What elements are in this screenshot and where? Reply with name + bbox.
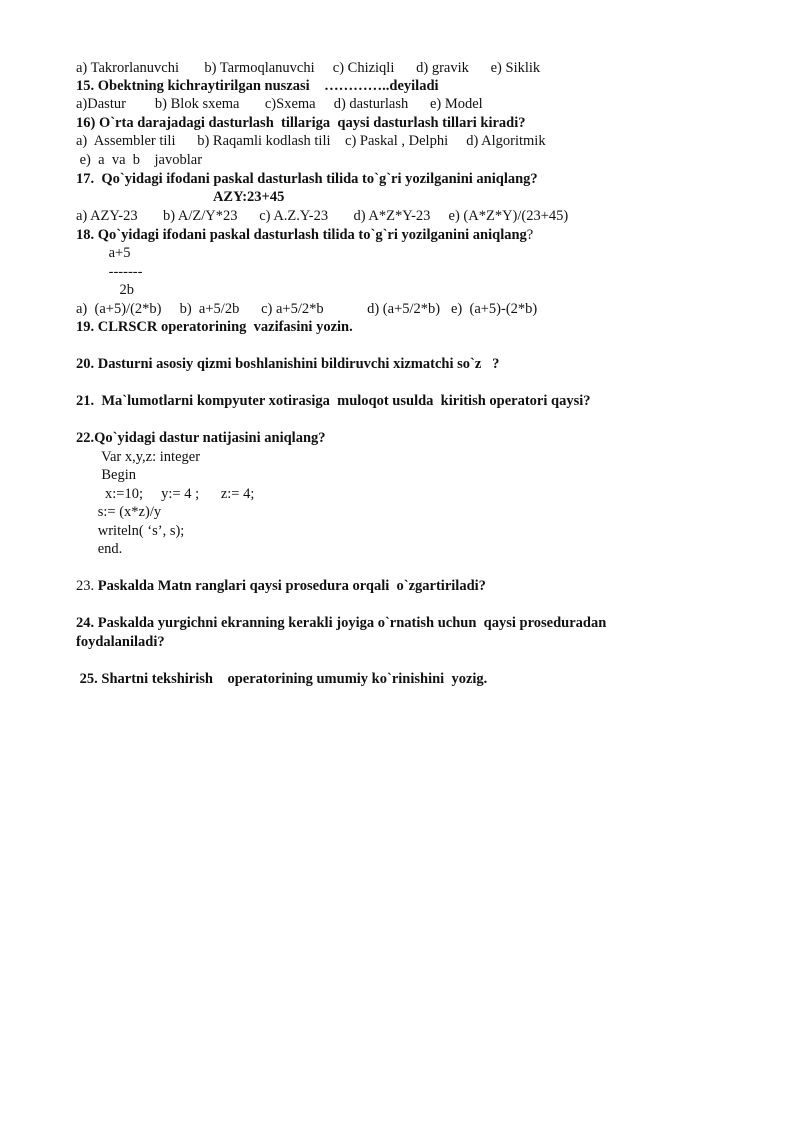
q14-options: a) Takrorlanuvchi b) Tarmoqlanuvchi c) Chiziqli d) gravik e) Siklik [76,60,541,76]
q20-question: 20. Dasturni asosiy qizmi boshlanishini bildiruvchi xizmatchi so`z ? [76,356,500,372]
q18-denominator: 2b [76,282,134,298]
q16-options: a) Assembler tili b) Raqamli kodlash tili c) Paskal , Delphi d) Algoritmik [76,133,546,149]
q24-question-cont: foydalaniladi? [76,634,165,650]
q24-question: 24. Paskalda yurgichni ekranning kerakli joyiga o`rnatish uchun qaysi proseduradan [76,615,607,631]
q15-options: a)Dastur b) Blok sxema c)Sxema d) dasturlash e) Model [76,96,483,112]
q22-question: 22.Qo`yidagi dastur natijasini aniqlang? [76,430,326,446]
q18-options: a) (a+5)/(2*b) b) a+5/2b c) a+5/2*b d) (a+5/2*b) e) (a+5)-(2*b) [76,301,538,317]
q18-question [76,226,533,244]
q23-number: 23. [76,578,98,594]
q16-question: 16) O`rta darajadagi dasturlash tillariga qaysi dasturlash tillari kiradi? [76,115,526,131]
q17-expression: AZY:23+45 [76,189,285,205]
q21-question: 21. Ma`lumotlarni kompyuter xotirasiga muloqot usulda kiritish operatori qaysi? [76,393,591,409]
q15-question: 15. Obektning kichraytirilgan nuszasi …………..deyiladi [76,78,439,94]
q23-question-text: Paskalda Matn ranglari qaysi prosedura orqali o`zgartiriladi? [97,578,486,594]
q22-code-line-6: end. [76,541,123,557]
q22-code-line-5: writeln( ‘s’, s); [76,523,185,539]
q23-question [76,577,486,595]
q18-fraction-bar: ------- [76,264,143,280]
q22-code-line-2: Begin [76,467,137,483]
q16-option-e: e) a va b javoblar [76,152,203,168]
q18-question-text: 18. Qo`yidagi ifodani paskal dasturlash tilida to`g`ri yozilganini aniqlang [76,227,527,243]
q22-code-line-4: s:= (x*z)/y [76,504,162,520]
q18-numerator: a+5 [76,245,131,261]
q17-question: 17. Qo`yidagi ifodani paskal dasturlash tilida to`g`ri yozilganini aniqlang? [76,171,538,187]
q17-options: a) AZY-23 b) A/Z/Y*23 c) A.Z.Y-23 d) A*Z*Y-23 e) (A*Z*Y)/(23+45) [76,208,569,224]
q25-question: 25. Shartni tekshirish operatorining umumiy ko`rinishini yozig. [76,671,488,687]
q22-code-line-3: x:=10; y:= 4 ; z:= 4; [76,486,255,502]
q18-question-mark: ? [526,227,534,243]
q22-code-line-1: Var x,y,z: integer [76,449,201,465]
q19-question: 19. CLRSCR operatorining vazifasini yozin. [76,319,353,335]
